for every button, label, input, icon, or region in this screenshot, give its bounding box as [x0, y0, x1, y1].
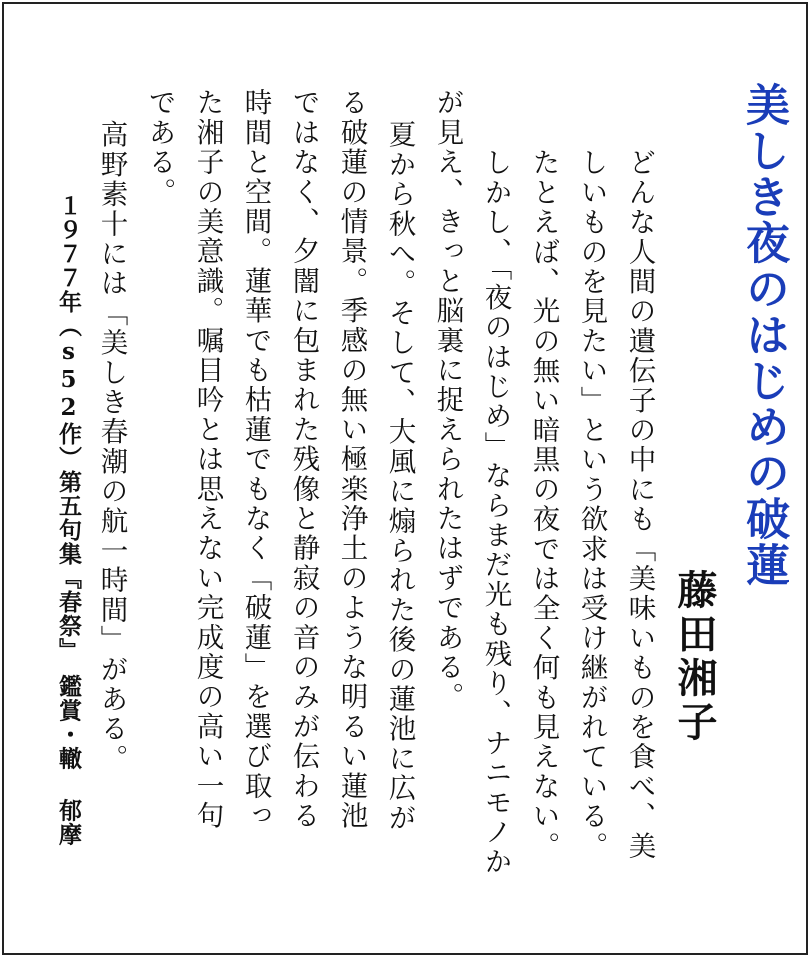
commentary-line: が見え、きっと脳裏に捉えられたはずである。: [431, 88, 464, 712]
commentary-line: ではなく、夕闇に包まれた残像と静寂の音のみが伝わる: [287, 88, 320, 831]
haiku-title: 美しき夜のはじめの破蓮: [738, 82, 789, 588]
commentary-line: しいものを見たい」という欲求は受け継がれている。: [575, 148, 608, 861]
commentary-line: た湘子の美意識。嘱目吟とは思えない完成度の高い一句: [191, 88, 224, 831]
commentary-line: 高野素十には「美しき春潮の航一時間」がある。: [95, 120, 128, 774]
source-credit: １９７７年（s52作）第五句集『春祭』 鑑賞・轍 郁摩: [55, 194, 82, 847]
article-page: [2, 2, 808, 955]
commentary-line: である。: [143, 88, 176, 207]
commentary-line: 時間と空間。蓮華でも枯蓮でもなく「破蓮」を選び取っ: [239, 88, 272, 831]
commentary-line: たとえば、光の無い暗黒の夜では全く何も見えない。: [527, 148, 560, 861]
commentary-line: どんな人間の遺伝子の中にも「美味いものを食べ、美: [623, 148, 656, 861]
commentary-line: 夏から秋へ。そして、大風に煽られた後の蓮池に広が: [383, 120, 416, 833]
commentary-line: る破蓮の情景。季感の無い極楽浄土のような明るい蓮池: [335, 88, 368, 831]
commentary-line: しかし、「夜のはじめ」ならまだ光も残り、ナニモノか: [479, 148, 512, 877]
author-name: 藤田湘子: [671, 569, 718, 745]
